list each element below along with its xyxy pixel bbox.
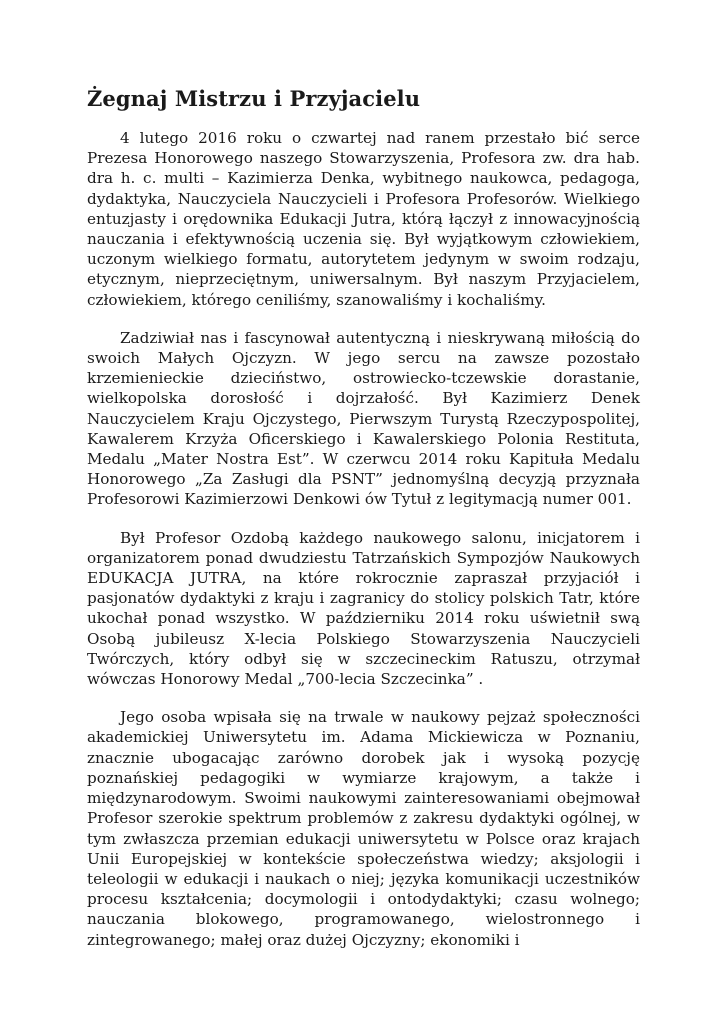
document-page: [87, 84, 640, 968]
paragraph-1: 4 lutego 2016 roku o czwartej nad ranem przestało bić serce Prezesa Honorowego naszego Stowarzyszenia, Profesora zw. dra hab. dra h. c. multi – Kazimierza Denka, wybitnego naukowca, pedagoga, dydaktyka, Nauczyciela Nauczycieli i Profesora Profesorów. Wielkiego entuzjasty i orędownika Edukacji Jutra, którą łączył z innowacyjnością nauczania i efektywnością uczenia się. Był wyjątkowym człowiekiem, uczonym wielkiego formatu, autorytetem jedynym w swoim rodzaju, etycznym, nieprzeciętnym, uniwersalnym. Był naszym Przyjacielem, człowiekiem, którego ceniliśmy, szanowaliśmy i kochaliśmy.: [87, 129, 640, 309]
paragraph-3: Był Profesor Ozdobą każdego naukowego salonu, inicjatorem i organizatorem ponad dwudziestu Tatrzańskich Sympozjów Naukowych EDUKACJA JUTRA, na które rokrocznie zapraszał przyjaciół i pasjonatów dydaktyki z kraju i zagranicy do stolicy polskich Tatr, które ukochał ponad wszystko. W październiku 2014 roku uświetnił swą Osobą jubileusz X-lecia Polskiego Stowarzyszenia Nauczycieli Twórczych, który odbył się w szczecineckim Ratuszu, otrzymał wówczas Honorowy Medal „700-lecia Szczecinka” .: [87, 528, 640, 689]
paragraph-4: Jego osoba wpisała się na trwale w naukowy pejzaż społeczności akademickiej Uniwersytetu im. Adama Mickiewicza w Poznaniu, znacznie ubogacając zarówno dorobek jak i wysoką pozycję poznańskiej pedagogiki w wymiarze krajowym, a także i międzynarodowym. Swoimi naukowymi zainteresowaniami obejmował Profesor szerokie spektrum problemów z zakresu dydaktyki ogólnej, w tym zwłaszcza przemian edukacji uniwersytetu w Polsce oraz krajach Unii Europejskiej w kontekście społeczeństwa wiedzy; aksjologii i teleologii w edukacji i naukach o niej; języka komunikacji uczestników procesu kształcenia; docymologii i ontodydaktyki; czasu wolnego; nauczania blokowego, programowanego, wielostronnego i zintegrowanego; małej oraz dużej Ojczyzny; ekonomiki i: [87, 708, 640, 949]
document-title: Żegnaj Mistrzu i Przyjacielu: [87, 86, 421, 111]
paragraph-2: Zadziwiał nas i fascynował autentyczną i nieskrywaną miłością do swoich Małych Ojczyzn. W jego sercu na zawsze pozostało krzemienieckie dzieciństwo, ostrowiecko-tczewskie dorastanie, wielkopolska dorosłość i dojrzałość. Był Kazimierz Denek Nauczycielem Kraju Ojczystego, Pierwszym Turystą Rzeczypospolitej, Kawalerem Krzyża Oficerskiego i Kawalerskiego Polonia Restituta, Medalu „Mater Nostra Est”. W czerwcu 2014 roku Kapituła Medalu Honorowego „Za Zasługi dla PSNT” jednomyślną decyzją przyznała Profesorowi Kazimierzowi Denkowi ów Tytuł z legitymacją numer 001.: [87, 328, 640, 509]
